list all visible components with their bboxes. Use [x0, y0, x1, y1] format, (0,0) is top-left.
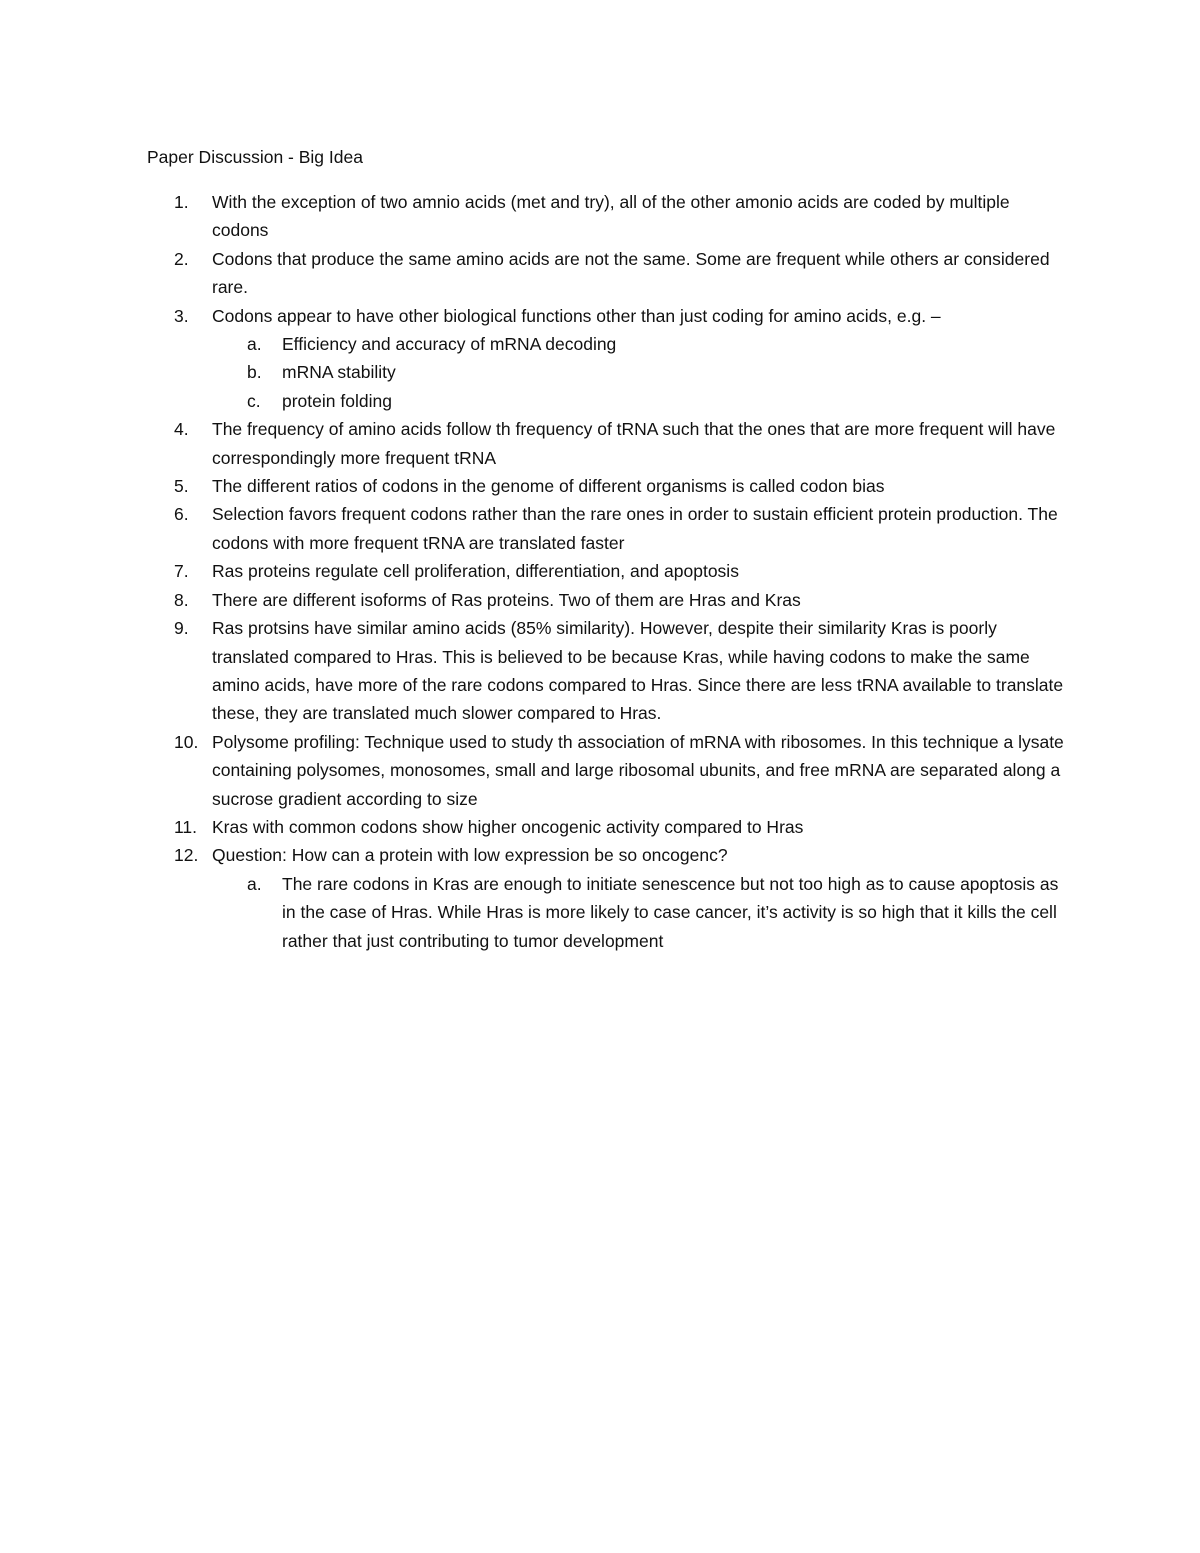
- list-item-text: Codons appear to have other biological functions other than just coding for amino acids, e.g. –: [212, 305, 941, 326]
- list-item: [147, 614, 1067, 728]
- list-item-text: Ras protsins have similar amino acids (85% similarity). However, despite their similarity Kras is poorly translated compared to Hras. This is believed to be because Kras, while having codons to make the same amino acids, have more of the rare codons compared to Hras. Since there are less tRNA available to translate these, they are translated much slower compared to Hras.: [212, 618, 1064, 724]
- sub-list-item-label: a.: [247, 873, 262, 894]
- list-item-number: 4.: [174, 419, 189, 440]
- list-item-number: 9.: [174, 618, 189, 639]
- list-item: [147, 586, 1067, 614]
- list-item-number: 8.: [174, 589, 189, 610]
- list-item: [147, 415, 1067, 472]
- sub-list-item-label: a.: [247, 334, 262, 355]
- document-title: Paper Discussion - Big Idea: [147, 147, 363, 167]
- sub-list-item-label: c.: [247, 390, 261, 411]
- list-item: [147, 813, 1067, 841]
- list-item-number: 10.: [174, 731, 199, 752]
- list-item-text: Kras with common codons show higher oncogenic activity compared to Hras: [212, 816, 804, 837]
- list-item-number: 11.: [174, 816, 198, 837]
- list-item-text: The different ratios of codons in the genome of different organisms is called codon bias: [212, 476, 885, 497]
- list-item: [147, 728, 1067, 813]
- list-item-number: 12.: [174, 845, 199, 866]
- sub-list-item-label: b.: [247, 362, 262, 383]
- sub-list-item-text: mRNA stability: [282, 362, 396, 383]
- sub-list: [212, 870, 1067, 955]
- list-item-number: 2.: [174, 248, 189, 269]
- list-item-number: 1.: [174, 192, 189, 212]
- list-item: [147, 245, 1067, 302]
- list-item-text: With the exception of two amnio acids (met and try), all of the other amonio acids are coded by multiple codons: [212, 192, 1010, 241]
- list-item: [147, 841, 1067, 955]
- list-item: [147, 472, 1067, 500]
- list-item-text: Ras proteins regulate cell proliferation, differentiation, and apoptosis: [212, 561, 739, 582]
- sub-list-item: [212, 358, 1067, 386]
- sub-list-item-text: protein folding: [282, 390, 392, 411]
- list-item-text: Codons that produce the same amino acids are not the same. Some are frequent while others ar considered rare.: [212, 248, 1050, 298]
- list-item-number: 6.: [174, 504, 189, 525]
- sub-list-item-text: Efficiency and accuracy of mRNA decoding: [282, 334, 617, 355]
- list-item-text: Polysome profiling: Technique used to study th association of mRNA with ribosomes. In this technique a lysate containing polysomes, monosomes, small and large ribosomal ubunits, and free mRNA are separated along a sucrose gradient according to size: [212, 731, 1064, 809]
- list-item: [147, 302, 1067, 416]
- list-item: [147, 557, 1067, 585]
- sub-list-item: [212, 330, 1067, 358]
- sub-list-item: [212, 870, 1067, 955]
- sub-list-item-text: The rare codons in Kras are enough to initiate senescence but not too high as to cause apoptosis as in the case of Hras. While Hras is more likely to case cancer, it’s activity is so high that it kills the cell rather that just contributing to tumor development: [282, 873, 1059, 951]
- list-item-text: Question: How can a protein with low expression be so oncogenc?: [212, 845, 728, 866]
- numbered-list: [147, 188, 1067, 955]
- list-item: [147, 188, 1067, 245]
- list-item-number: 7.: [174, 561, 189, 582]
- list-item-text: There are different isoforms of Ras proteins. Two of them are Hras and Kras: [212, 589, 801, 610]
- list-item-number: 3.: [174, 305, 189, 326]
- list-item-number: 5.: [174, 476, 189, 497]
- sub-list-item: [212, 387, 1067, 415]
- sub-list: [212, 330, 1067, 415]
- list-item: [147, 500, 1067, 557]
- list-item-text: Selection favors frequent codons rather than the rare ones in order to sustain efficient protein production. The codons with more frequent tRNA are translated faster: [212, 504, 1058, 553]
- list-item-text: The frequency of amino acids follow th frequency of tRNA such that the ones that are more frequent will have correspondingly more frequent tRNA: [212, 419, 1056, 468]
